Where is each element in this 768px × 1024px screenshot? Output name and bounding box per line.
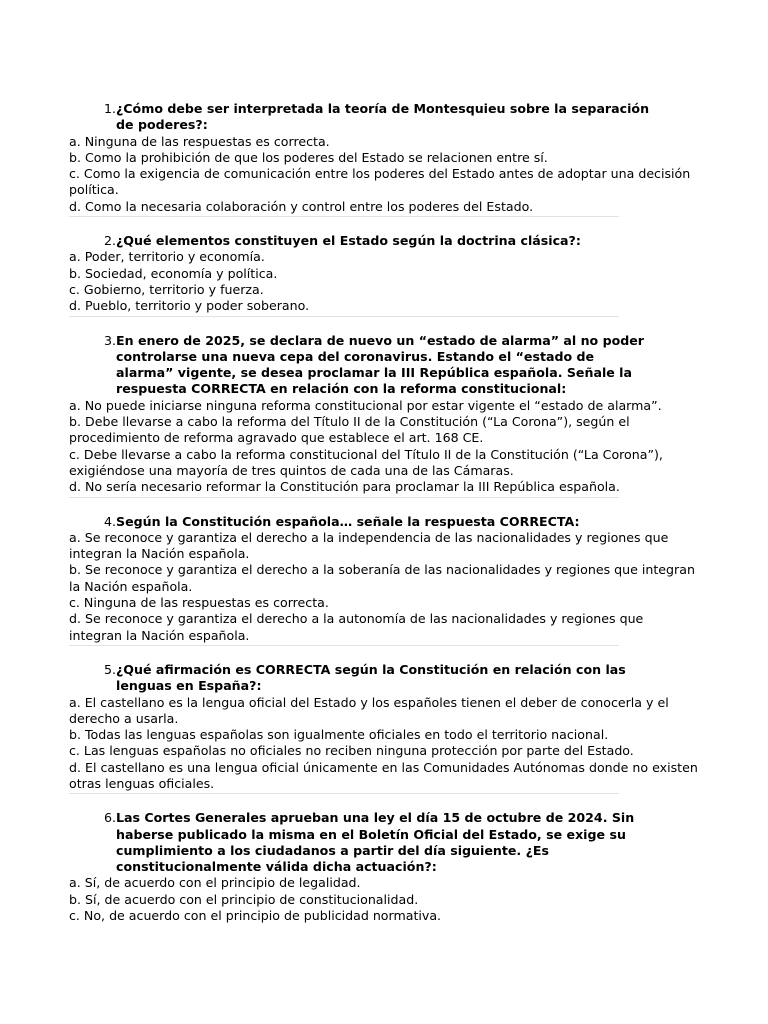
question-number: 1.: [103, 101, 116, 116]
question-number: 4.: [103, 513, 116, 529]
question-title: [69, 662, 699, 695]
option-d: d. Pueblo, territorio y poder soberano.: [69, 298, 310, 314]
question-text: Según la Constitución española… señale la respuesta CORRECTA:: [116, 513, 580, 529]
exam-page: [69, 101, 699, 924]
option-b: b. Todas las lenguas españolas son igualmente oficiales en todo el territorio nacional.: [69, 727, 609, 743]
question-title: [69, 333, 699, 398]
question-number: 5.: [103, 661, 116, 677]
option-list: [69, 134, 699, 215]
question-3: [69, 333, 699, 498]
option-list: [69, 875, 699, 924]
option-a: a. No puede iniciarse ninguna reforma constitucional por estar vigente el “estado de alarma”.: [69, 397, 662, 413]
option-a: a. El castellano es la lengua oficial del Estado y los españoles tienen el deber de conocerla y el derecho a usarla.: [69, 694, 669, 726]
option-list: [69, 695, 699, 793]
question-divider: [69, 497, 619, 498]
question-text: En enero de 2025, se declara de nuevo un “estado de alarma” al no poder controlarse una nueva cepa del coronavirus. Estando el “estado de alarma” vigente, se desea proclamar la III República española. Señale la respuesta CORRECTA en relación con la reforma constitucional:: [116, 332, 645, 397]
question-divider: [69, 645, 619, 646]
option-c: c. No, de acuerdo con el principio de publicidad normativa.: [69, 908, 442, 924]
question-title: [69, 810, 699, 875]
question-4: [69, 514, 699, 646]
question-text: ¿Cómo debe ser interpretada la teoría de Montesquieu sobre la separación de poderes?:: [116, 101, 650, 133]
option-c: c. Ninguna de las respuestas es correcta.: [69, 595, 329, 611]
question-number: 2.: [103, 233, 116, 249]
question-number: 6.: [103, 810, 116, 826]
option-b: b. Como la prohibición de que los poderes del Estado se relacionen entre sí.: [69, 149, 548, 165]
question-text: Las Cortes Generales aprueban una ley el día 15 de octubre de 2024. Sin haberse publicado la misma en el Boletín Oficial del Estado, se exige su cumplimiento a los ciudadanos a partir del día siguiente. ¿Es constitucionalmente válida dicha actuación?:: [116, 810, 635, 875]
option-list: [69, 249, 699, 314]
question-divider: [69, 216, 619, 217]
option-list: [69, 398, 699, 496]
option-a: a. Sí, de acuerdo con el principio de legalidad.: [69, 875, 361, 891]
option-b: b. Sociedad, economía y política.: [69, 265, 278, 281]
question-title: [69, 233, 699, 249]
question-title: [69, 101, 699, 134]
option-list: [69, 530, 699, 644]
option-d: d. Se reconoce y garantiza el derecho a la autonomía de las nacionalidades y regiones que integran la Nación española.: [69, 611, 644, 643]
question-1: [69, 101, 699, 217]
question-6: [69, 810, 699, 924]
option-b: b. Se reconoce y garantiza el derecho a la soberanía de las nacionalidades y regiones que integran la Nación española.: [69, 562, 695, 594]
option-c: c. Como la exigencia de comunicación entre los poderes del Estado antes de adoptar una decisión política.: [69, 166, 691, 198]
option-c: c. Gobierno, territorio y fuerza.: [69, 281, 264, 297]
question-text: ¿Qué afirmación es CORRECTA según la Constitución en relación con las lenguas en España?:: [116, 661, 626, 694]
option-b: b. Debe llevarse a cabo la reforma del Título II de la Constitución (“La Corona”), según el procedimiento de reforma agravado que establece el art. 168 CE.: [69, 414, 630, 446]
question-text: ¿Qué elementos constituyen el Estado según la doctrina clásica?:: [116, 233, 581, 249]
question-title: [69, 514, 699, 530]
option-d: d. Como la necesaria colaboración y control entre los poderes del Estado.: [69, 198, 534, 214]
option-a: a. Poder, territorio y economía.: [69, 249, 265, 265]
option-d: d. No sería necesario reformar la Constitución para proclamar la III República española.: [69, 479, 620, 495]
option-c: c. Debe llevarse a cabo la reforma constitucional del Título II de la Constitución (“La Corona”), exigiéndose una mayoría de tres quintos de cada una de las Cámaras.: [69, 446, 663, 478]
option-c: c. Las lenguas españolas no oficiales no reciben ninguna protección por parte del Estado.: [69, 743, 634, 759]
question-5: [69, 662, 699, 794]
question-divider: [69, 793, 619, 794]
option-b: b. Sí, de acuerdo con el principio de constitucionalidad.: [69, 891, 419, 907]
option-a: a. Se reconoce y garantiza el derecho a la independencia de las nacionalidades y regiones que integran la Nación española.: [69, 529, 669, 562]
option-a: a. Ninguna de las respuestas es correcta.: [69, 133, 330, 149]
option-d: d. El castellano es una lengua oficial únicamente en las Comunidades Autónomas donde no existen otras lenguas oficiales.: [69, 759, 698, 791]
question-divider: [69, 316, 619, 317]
question-2: [69, 233, 699, 316]
question-number: 3.: [103, 332, 116, 348]
